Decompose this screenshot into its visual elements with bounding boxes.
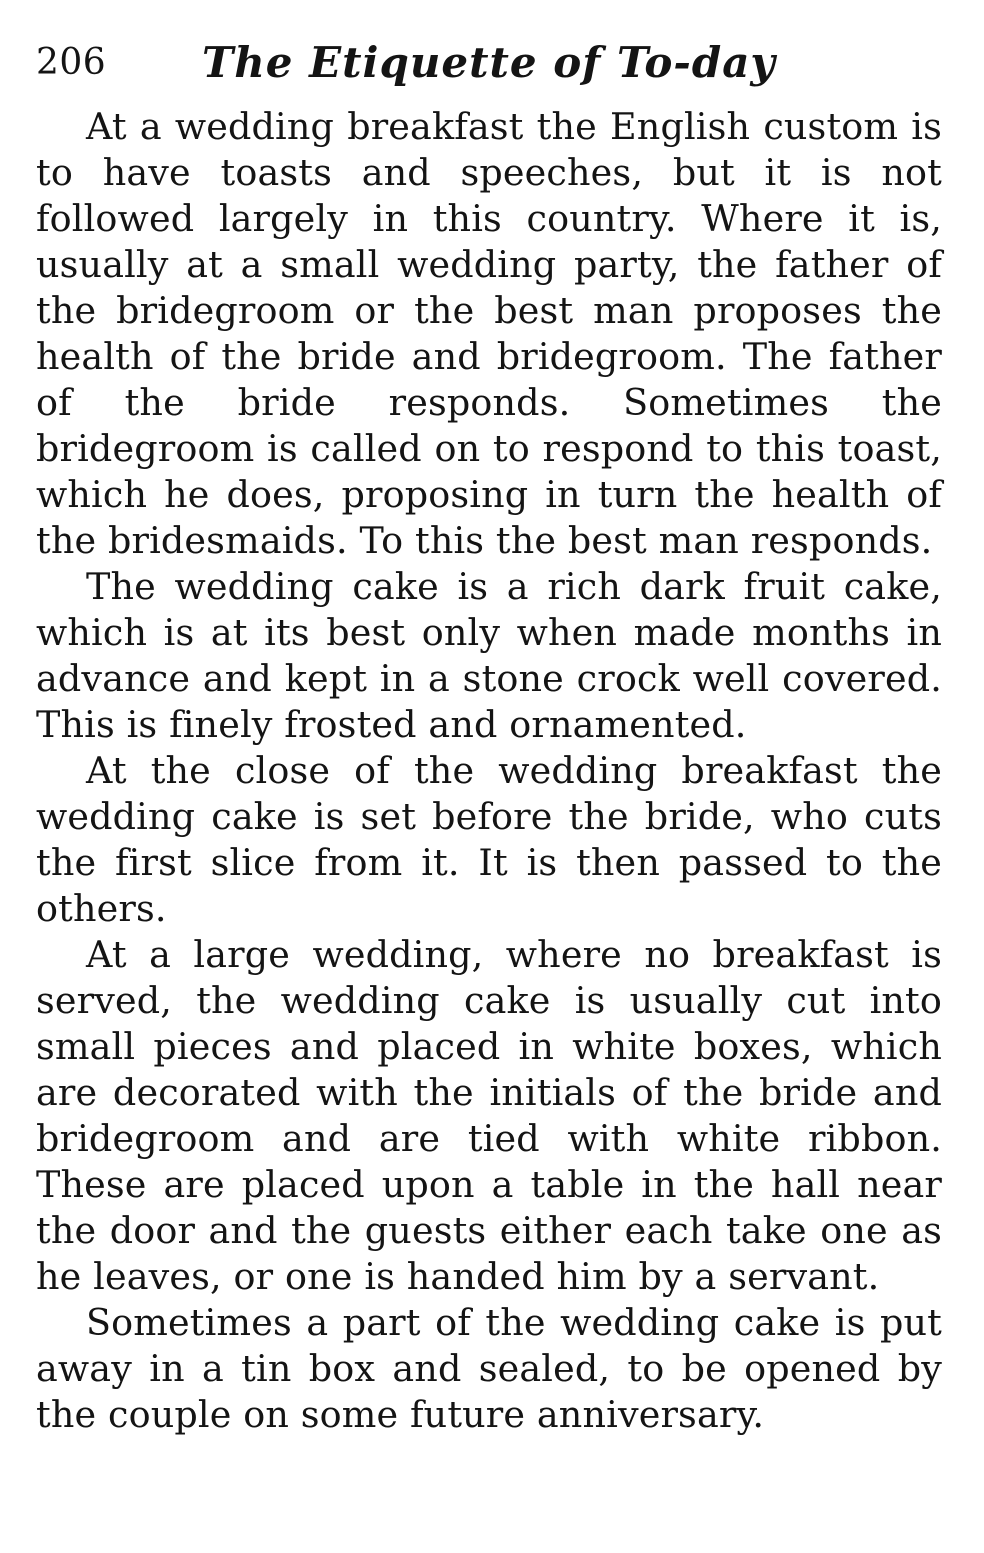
page-header — [36, 38, 942, 104]
running-title: The Etiquette of To-day — [202, 38, 776, 87]
page-number: 206 — [36, 42, 107, 83]
paragraph-cake-boxes: At a large wedding, where no breakfast is served, the wedding cake is usually cut into small pieces and placed in white boxes, which are decorated with the initials of the bride and bridegroom and are tied with white ribbon. These are placed upon a table in the hall near the door and the guests either each take one as he leaves, or one is handed him by a servant. — [36, 933, 942, 1298]
page-body — [36, 104, 942, 1438]
paragraph-wedding-cake: The wedding cake is a rich dark fruit cake, which is at its best only when made months in advance and kept in a stone crock well covered. This is finely frosted and ornamented. — [36, 565, 942, 746]
book-page — [36, 38, 942, 1438]
paragraph-anniversary: Sometimes a part of the wedding cake is put away in a tin box and sealed, to be opened by the couple on some future anniversary. — [36, 1301, 942, 1436]
paragraph-cutting-cake: At the close of the wedding breakfast the wedding cake is set before the bride, who cuts the first slice from it. It is then passed to the others. — [36, 749, 942, 930]
paragraph-toasts: At a wedding breakfast the English custom is to have toasts and speeches, but it is not followed largely in this country. Where it is, usually at a small wedding party, the father of the bridegroom or the best man proposes the health of the bride and bridegroom. The father of the bride responds. Sometimes the bridegroom is called on to respond to this toast, which he does, proposing in turn the health of the bridesmaids. To this the best man responds. — [36, 105, 942, 562]
